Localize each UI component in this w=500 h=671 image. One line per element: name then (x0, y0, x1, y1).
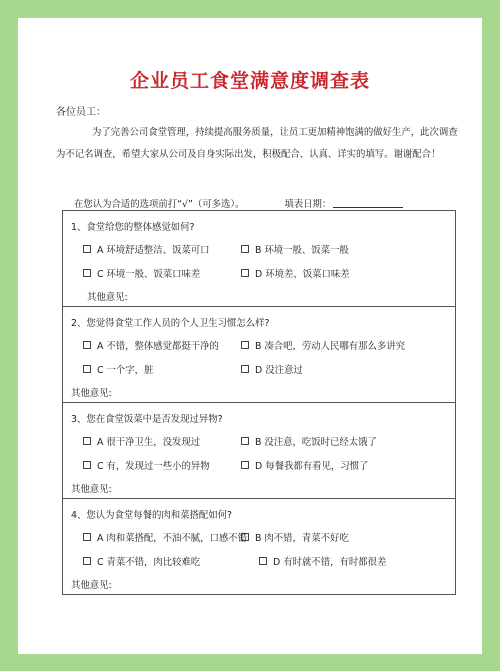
checkbox[interactable] (241, 365, 249, 373)
questions-table (62, 210, 456, 595)
option-label: B 凑合吧，劳动人民哪有那么多讲究 (255, 341, 406, 352)
instruction-row (74, 196, 403, 210)
checkbox[interactable] (241, 341, 249, 349)
checkbox[interactable] (83, 437, 91, 445)
question-4 (63, 498, 455, 594)
question-2 (63, 306, 455, 402)
checkbox[interactable] (83, 557, 91, 565)
option-label: D 环境差、饭菜口味差 (255, 269, 350, 280)
question-title: 3、您在食堂饭菜中是否发现过异物? (71, 414, 223, 425)
option-b[interactable] (241, 242, 349, 256)
instruction-text: 在您认为合适的选项前打“√”（可多选）。 (74, 199, 245, 210)
option-b[interactable] (241, 530, 349, 544)
option-a[interactable] (83, 530, 247, 544)
option-d[interactable] (241, 266, 350, 280)
option-label: D 有时就不错，有时都很差 (273, 557, 387, 568)
checkbox[interactable] (83, 245, 91, 253)
option-d[interactable] (241, 458, 368, 472)
date-label: 填表日期： (284, 199, 332, 210)
question-3 (63, 402, 455, 498)
option-label: A 不错，整体感觉都挺干净的 (97, 341, 219, 352)
other-comments-label: 其他意见: (71, 484, 112, 495)
checkbox[interactable] (241, 269, 249, 277)
option-label: C 环境一般、饭菜口味差 (97, 269, 201, 280)
checkbox[interactable] (241, 245, 249, 253)
option-d[interactable] (259, 554, 386, 568)
option-d[interactable] (241, 362, 303, 376)
checkbox[interactable] (259, 557, 267, 565)
option-label: D 没注意过 (255, 365, 303, 376)
checkbox[interactable] (241, 533, 249, 541)
option-c[interactable] (83, 362, 153, 376)
option-a[interactable] (83, 338, 219, 352)
question-title: 4、您认为食堂每餐的肉和菜搭配如何? (71, 510, 232, 521)
checkbox[interactable] (83, 461, 91, 469)
checkbox[interactable] (83, 365, 91, 373)
intro-paragraph: 为了完善公司食堂管理，持续提高服务质量，让员工更加精神饱满的做好生产，此次调查为不记名调查，希望大家从公司及自身实际出发，积极配合、认真、详实的填写。谢谢配合！ (56, 127, 458, 160)
option-a[interactable] (83, 434, 200, 448)
option-label: B 没注意，吃饭时已经太饿了 (255, 437, 377, 448)
option-label: C 青菜不错，肉比较难吃 (97, 557, 201, 568)
checkbox[interactable] (83, 269, 91, 277)
option-label: D 每餐我都有看见，习惯了 (255, 461, 369, 472)
option-c[interactable] (83, 458, 210, 472)
option-b[interactable] (241, 338, 405, 352)
checkbox[interactable] (83, 533, 91, 541)
option-label: A 很干净卫生，没发现过 (97, 437, 201, 448)
option-label: C 一个字，脏 (97, 365, 154, 376)
other-comments-label: 其他意见: (71, 580, 112, 591)
option-c[interactable] (83, 554, 200, 568)
salutation: 各位员工： (56, 107, 106, 118)
checkbox[interactable] (83, 341, 91, 349)
option-label: B 环境一般、饭菜一般 (255, 245, 349, 256)
date-field[interactable] (333, 207, 403, 208)
question-title: 2、您觉得食堂工作人员的个人卫生习惯怎么样? (71, 318, 270, 329)
checkbox[interactable] (241, 437, 249, 445)
question-title: 1、食堂给您的整体感觉如何? (71, 222, 195, 233)
option-label: C 有，发现过一些小的异物 (97, 461, 210, 472)
option-b[interactable] (241, 434, 377, 448)
option-label: B 肉不错，青菜不好吃 (255, 533, 349, 544)
question-1 (63, 211, 455, 306)
option-c[interactable] (83, 266, 200, 280)
option-a[interactable] (83, 242, 210, 256)
other-comments-label: 其他意见: (87, 292, 128, 303)
page-title: 企业员工食堂满意度调查表 (129, 70, 370, 92)
other-comments-label: 其他意见: (71, 388, 112, 399)
survey-sheet (18, 18, 482, 654)
option-label: A 肉和菜搭配，不油不腻，口感不错 (97, 533, 248, 544)
option-label: A 环境舒适整洁、饭菜可口 (97, 245, 210, 256)
checkbox[interactable] (241, 461, 249, 469)
